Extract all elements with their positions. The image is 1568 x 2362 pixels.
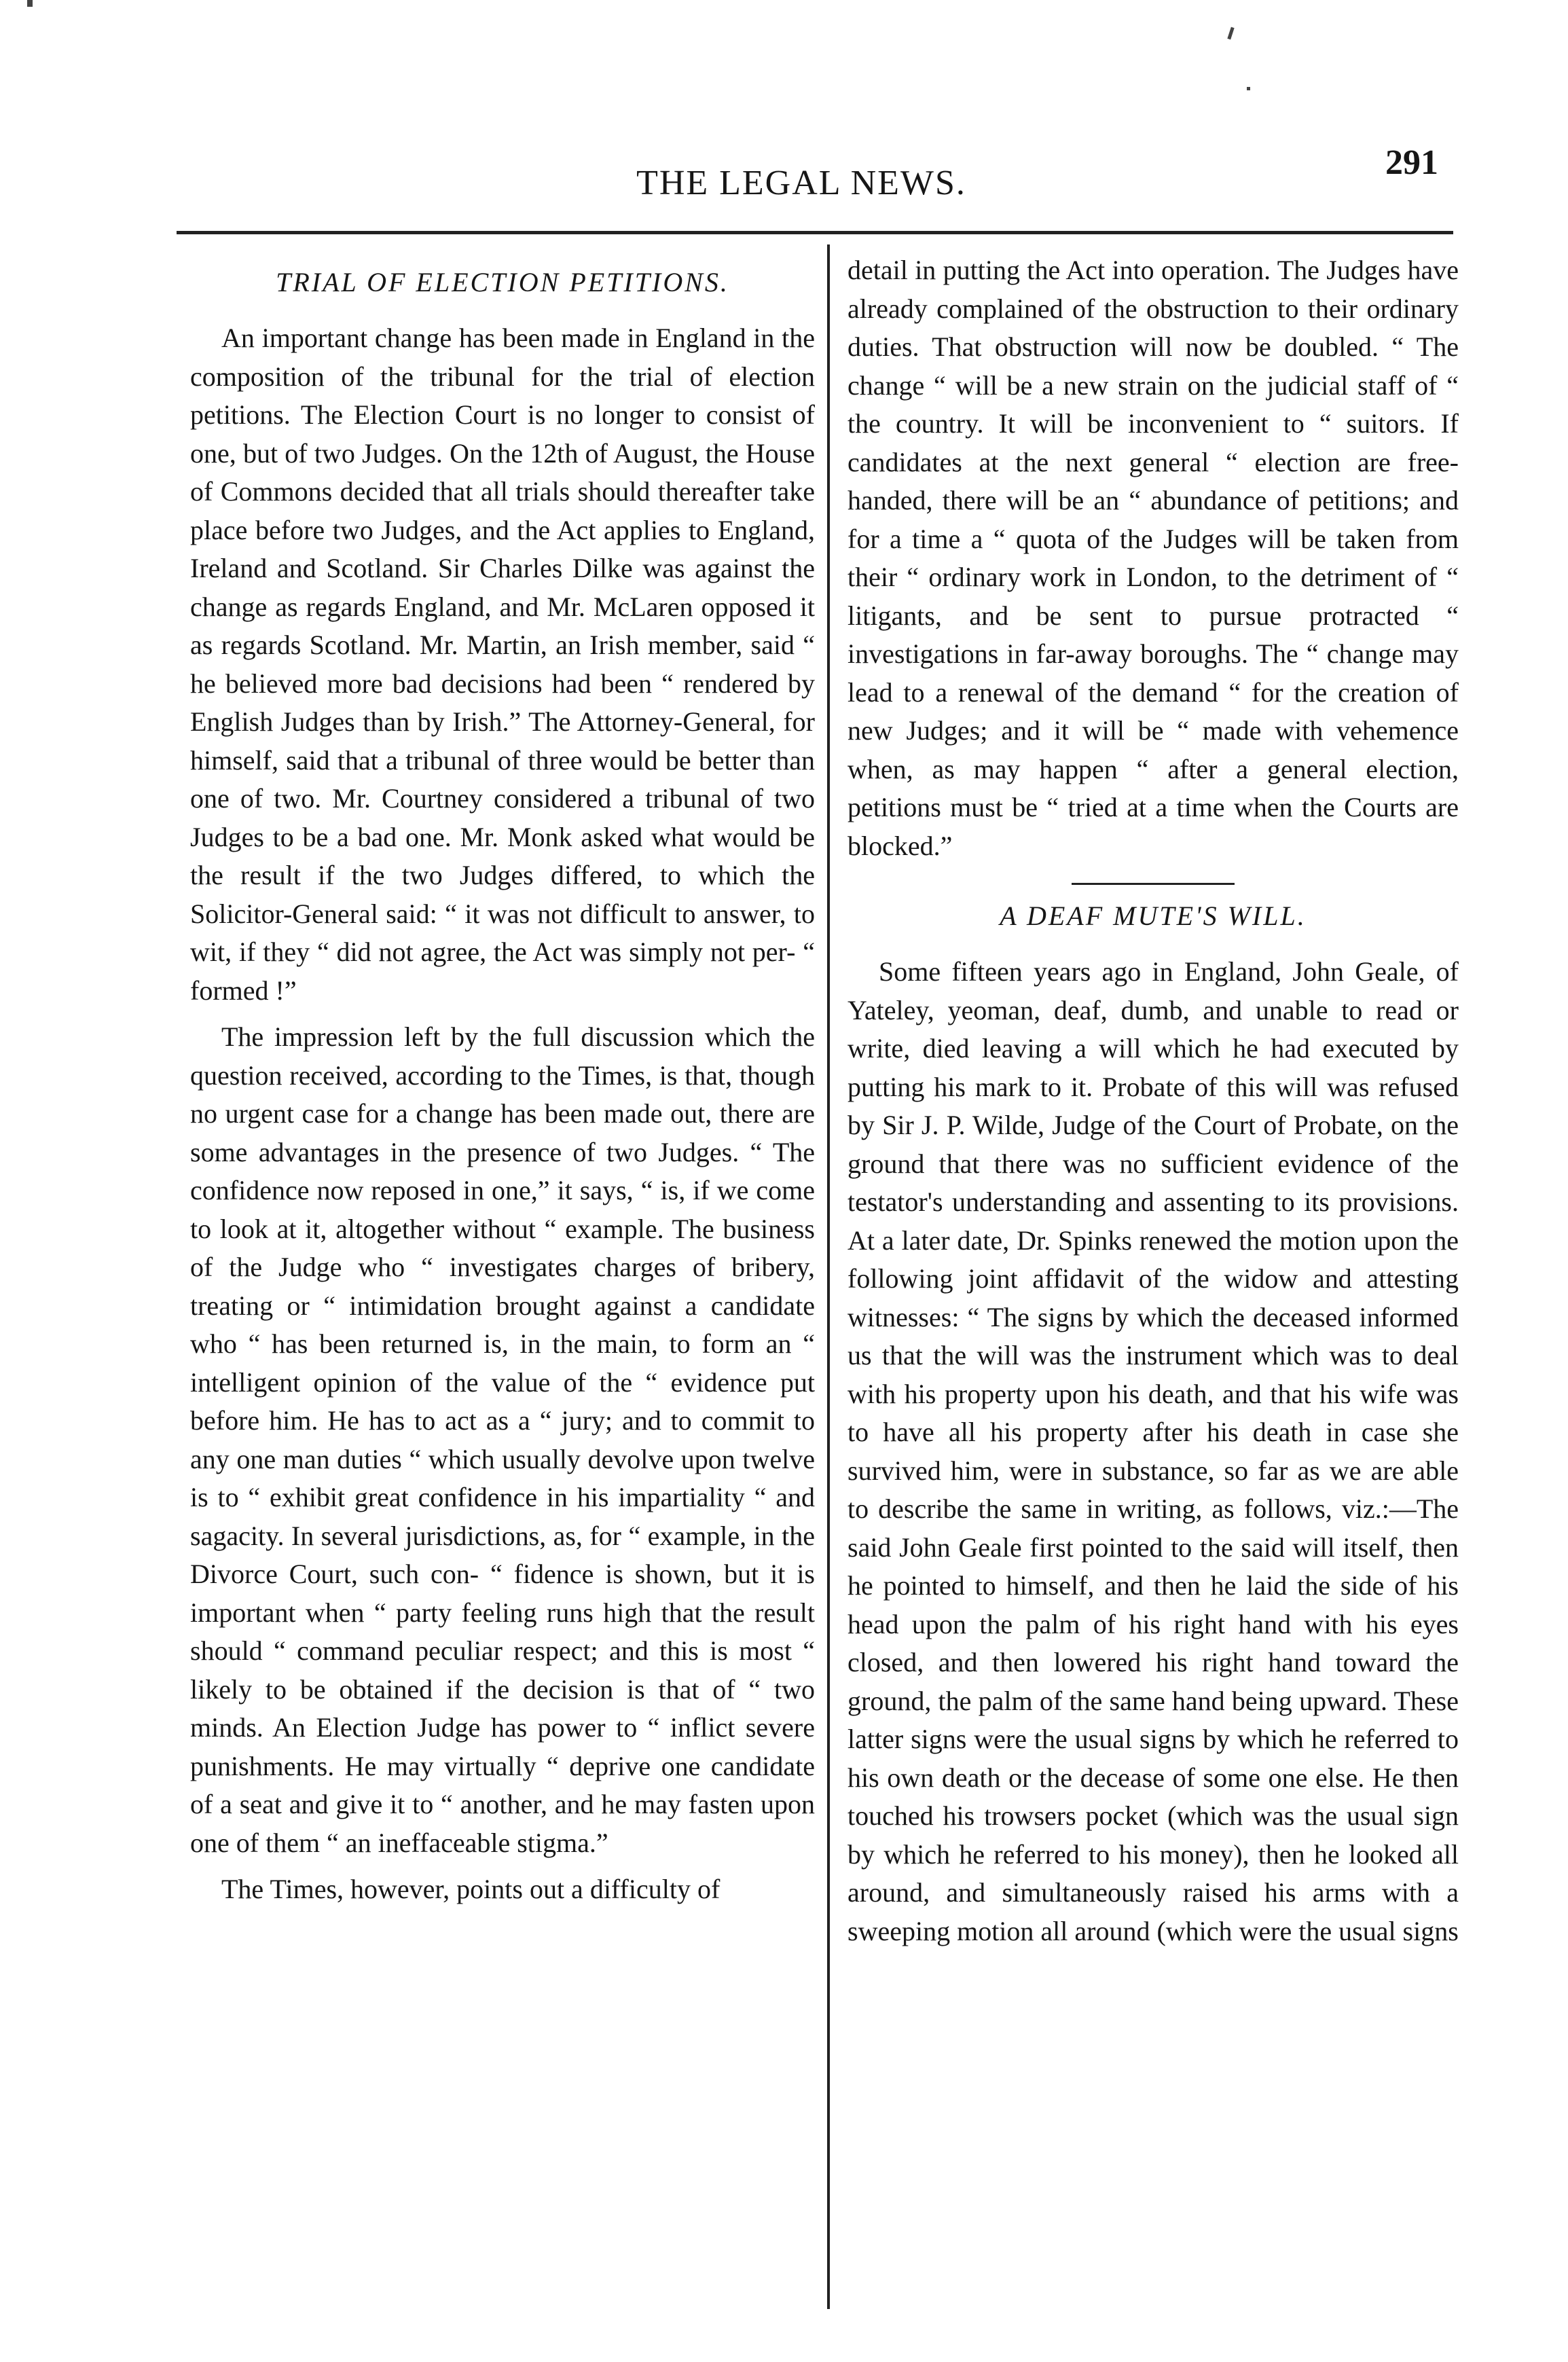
column-divider <box>827 244 830 2309</box>
article-paragraph: Some fifteen years ago in England, John Geale, of Yateley, yeoman, deaf, dumb, and unable to read or write, died leaving a will which he had executed by putting his mark to it. Probate of this will was refused by Sir J. P. Wilde, Judge of the Court of Probate, on the ground that there was no sufficient evidence of the testator's understanding and assenting to its provisions. At a later date, Dr. Spinks renewed the motion upon the following joint affidavit of the widow and attesting witnesses: “ The signs by which the deceased informed us that the will was the instrument which was to deal with his property upon his death, and that his wife was to have all his property after his death in case she survived him, were in substance, so far as we are able to describe the same in writing, as follows, viz.:—The said John Geale first pointed to the said will itself, then he pointed to himself, and then he laid the side of his head upon the palm of his right hand with his eyes closed, and then lowered his right hand toward the ground, the palm of the same hand being upward. These latter signs were the usual signs by which he referred to his own death or the decease of some one else. He then touched his trowsers pocket (which was the usual sign by which he referred to his money), then he looked all around, and simultaneously raised his arms with a sweeping motion all around (which were the usual signs <box>847 956 1459 1946</box>
section-divider-rule <box>1072 883 1235 885</box>
article-continuation: detail in putting the Act into operation. The Judges have already complained of the obstruction to their ordinary duties. That obstruction will now be doubled. “ The change “ will be a new strain on the judicial staff of “ the country. It will be inconvenient to “ suitors. If candidates at the next general “ election are free-handed, there will be an “ abundance of petitions; and for a time a “ quota of the Judges will be taken from their “ ordinary work in London, to the detriment of “ litigants, and be sent to pursue protracted “ investigations in far-away boroughs. The “ change may lead to a renewal of the demand “ for the creation of new Judges; and it will be “ made with vehemence when, as may happen “ after a general election, petitions must be “ tried at a time when the Courts are blocked.” <box>847 255 1459 861</box>
left-column <box>190 251 815 1909</box>
right-column <box>847 251 1459 1950</box>
article-paragraph: The Times, however, points out a difficulty of <box>221 1874 721 1904</box>
article-paragraph: An important change has been made in England in the composition of the tribunal for the trial of election petitions. The Election Court is no longer to consist of one, but of two Judges. On the 12th of August, the House of Commons decided that all trials should thereafter take place before two Judges, and the Act applies to England, Ireland and Scotland. Sir Charles Dilke was against the change as regards England, and Mr. McLaren opposed it as regards Scotland. Mr. Martin, an Irish member, said “ he believed more bad decisions had been “ rendered by English Judges than by Irish.” The Attorney-General, for himself, said that a tribunal of three would be better than one of two. Mr. Courtney considered a tribunal of two Judges to be a bad one. Mr. Monk asked what would be the result if the two Judges differed, to which the Solicitor-General said: “ it was not difficult to answer, to wit, if they “ did not agree, the Act was simply not per- “ formed !” <box>190 323 815 1006</box>
scan-speck <box>27 0 33 7</box>
page-number: 291 <box>1385 143 1438 182</box>
article-paragraph: The impression left by the full discussion which the question received, according to the Times, is that, though no urgent case for a change has been made out, there are some advantages in the presence of two Judges. “ The confidence now reposed in one,” it says, “ is, if we come to look at it, altogether without “ example. The business of the Judge who “ investigates charges of bribery, treating or “ intimidation brought against a candidate who “ has been returned is, in the main, to form an “ intelligent opinion of the value of the “ evidence put before him. He has to act as a “ jury; and to commit to any one man duties “ which usually devolve upon twelve is to “ exhibit great confidence in his impartiality “ and sagacity. In several jurisdictions, as, for “ example, in the Divorce Court, such con- “ fidence is shown, but it is important when “ party feeling runs high that the result should “ command peculiar respect; and this is most “ likely to be obtained if the decision is that of “ two minds. An Election Judge has power to “ inflict severe punishments. He may virtually “ deprive one candidate of a seat and give it to “ another, and he may fasten upon one of them “ an ineffaceable stigma.” <box>190 1021 815 1858</box>
page-header-title: THE LEGAL NEWS. <box>636 164 966 202</box>
article-heading-deaf-mute-will: A DEAF MUTE'S WILL. <box>1000 901 1307 931</box>
scan-speck <box>1247 87 1250 90</box>
scan-speck <box>1227 27 1234 40</box>
header-rule <box>177 231 1453 234</box>
article-heading-election-petitions: TRIAL OF ELECTION PETITIONS. <box>276 267 729 297</box>
